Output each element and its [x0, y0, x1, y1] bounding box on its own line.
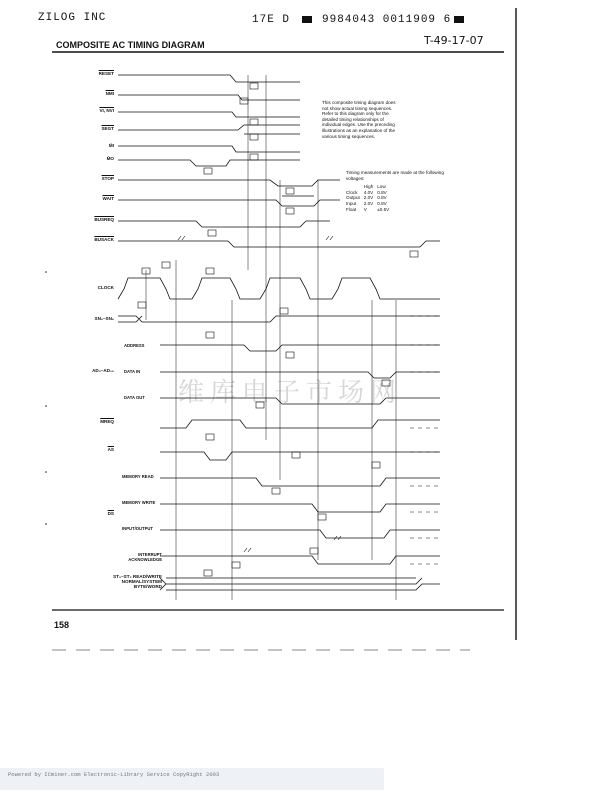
- table-cell: Output: [346, 195, 360, 201]
- sublabel-input-output: INPUT/OUTPUT: [122, 526, 153, 531]
- break-mark: [178, 236, 185, 240]
- page-title: COMPOSITE AC TIMING DIAGRAM: [56, 40, 205, 50]
- timing-marker: [250, 83, 258, 89]
- timing-marker: [286, 188, 294, 194]
- waveform-st: [160, 578, 440, 590]
- scan-speck: [45, 405, 47, 407]
- signal-mreq: MREQ: [100, 419, 114, 424]
- signal-st: ST₀–ST₃ READ/WRITE NORMAL/SYSTEM BYTE/WORD: [113, 574, 162, 589]
- waveform-nmi: [118, 95, 300, 100]
- watermark: 维库电子市场网: [178, 378, 403, 408]
- waveform-io: [160, 530, 440, 538]
- signal-vi-nvi: VI, NVI: [99, 108, 114, 113]
- timing-marker: [256, 402, 264, 408]
- scan-speck: [45, 471, 47, 473]
- table-cell: 0.8V: [377, 195, 387, 201]
- timing-marker: [410, 251, 418, 257]
- waveform-stop: [118, 180, 340, 186]
- table-cell: Input: [346, 200, 357, 206]
- signal-sn: SN₀–SN₆: [94, 316, 114, 321]
- timing-marker: [372, 462, 380, 468]
- sublabel-address: ADDRESS: [124, 343, 145, 348]
- timing-marker: [250, 119, 258, 125]
- waveform-int-ack: [160, 556, 440, 564]
- waveform-reset: [118, 75, 300, 82]
- sublabel-interrupt-ack: INTERRUPT ACKNOWLEDGE: [128, 552, 162, 562]
- waveform-memory-read: [160, 478, 440, 486]
- timing-marker: [286, 352, 294, 358]
- signal-nmi: $\overline{NMI}$: [105, 91, 114, 96]
- waveform-sn: [118, 316, 440, 322]
- sublabel-memory-write: MEMORY WRITE: [122, 500, 156, 505]
- signal-mo: M̄O: [106, 156, 114, 161]
- signal-wait: WAIT: [102, 196, 114, 201]
- table-header: High: [363, 184, 374, 190]
- table-header: Low: [377, 184, 386, 190]
- waveform-clock: [118, 278, 440, 299]
- break-mark: [244, 548, 251, 552]
- timing-marker: [232, 562, 240, 568]
- signal-busreq: BUSREQ: [94, 217, 114, 222]
- table-cell: ±0.5V: [377, 206, 390, 212]
- sublabel-data-out: DATA OUT: [124, 395, 145, 400]
- footer-notice: Powered by ICminer.com Electronic-Library Service CopyRight 2003: [0, 768, 384, 790]
- waveform-address: [160, 345, 440, 351]
- sublabel-data-in: DATA IN: [124, 369, 141, 374]
- break-mark: [326, 236, 333, 240]
- sublabel-memory-read: MEMORY READ: [122, 474, 154, 479]
- table-cell: 0.8V: [377, 189, 387, 195]
- document-number: 9984043 0011909 6: [322, 14, 452, 26]
- waveform-busreq: [118, 221, 330, 227]
- waveform-segt: [118, 125, 300, 134]
- timing-marker: [204, 168, 212, 174]
- waveform-data-in: [160, 372, 440, 378]
- waveform-data-out: [160, 398, 440, 404]
- signal-ad: AD₀–AD₁₅: [92, 368, 114, 373]
- signal-clock: CLOCK: [97, 285, 114, 290]
- timing-marker: [204, 570, 212, 576]
- waveform-busack: [118, 241, 440, 247]
- signal-busack: BUSACK: [94, 237, 114, 242]
- timing-marker: [138, 302, 146, 308]
- timing-marker: [208, 230, 216, 236]
- timing-marker: [206, 268, 214, 274]
- timing-marker: [272, 488, 280, 494]
- timing-marker: [286, 208, 294, 214]
- timing-marker: [250, 134, 258, 140]
- signal-mi: M̄I: [108, 143, 114, 148]
- table-cell: 0.8V: [377, 200, 387, 206]
- header-center-code: 17E D: [252, 14, 291, 26]
- table-cell: 2.0V: [363, 200, 374, 206]
- table-cell: V: [363, 206, 367, 212]
- waveform-wait: [118, 196, 340, 206]
- timing-marker: [162, 262, 170, 268]
- timing-marker: [318, 514, 326, 520]
- waveform-mreq: [160, 420, 440, 428]
- waveform-vi: [118, 112, 300, 117]
- timing-marker: [292, 452, 300, 458]
- table-cell: Float: [346, 206, 357, 212]
- timing-markers: [138, 83, 418, 576]
- table-cell: 2.0V: [363, 195, 374, 201]
- table-cell: Clock: [346, 189, 358, 195]
- timing-marker: [206, 332, 214, 338]
- timing-marker: [280, 308, 288, 314]
- table-cell: 4.0V: [363, 189, 374, 195]
- signal-as: $\overline{AS}$: [107, 447, 114, 452]
- scan-speck: [45, 523, 47, 525]
- diagram-note: This composite timing diagram does not show actual timing sequences. Refer to this diagram only for the detailed timing relationships of individual edges. Use the preceding illustrations as an explanation of the various timing sequences.: [322, 100, 396, 139]
- signal-reset: RESET: [98, 71, 114, 76]
- timing-marker: [250, 154, 258, 160]
- timing-marker: [382, 380, 390, 386]
- waveform-mo: [118, 160, 300, 166]
- handwritten-code: T-49-17-07: [424, 34, 484, 47]
- signal-segt: SEGT: [101, 126, 114, 131]
- company-header: ZILOG INC: [38, 12, 107, 24]
- signal-stop: STOP: [101, 176, 114, 181]
- measurement-intro: Timing measurements are made at the following voltages:: [346, 170, 444, 181]
- scan-speck: [45, 271, 47, 273]
- waveform-mi: [118, 146, 300, 152]
- page-number: 158: [54, 620, 70, 630]
- waveform-memory-write: [160, 504, 440, 512]
- timing-marker: [310, 548, 318, 554]
- signal-ds: $\overline{DS}$: [107, 511, 114, 516]
- timing-marker: [206, 434, 214, 440]
